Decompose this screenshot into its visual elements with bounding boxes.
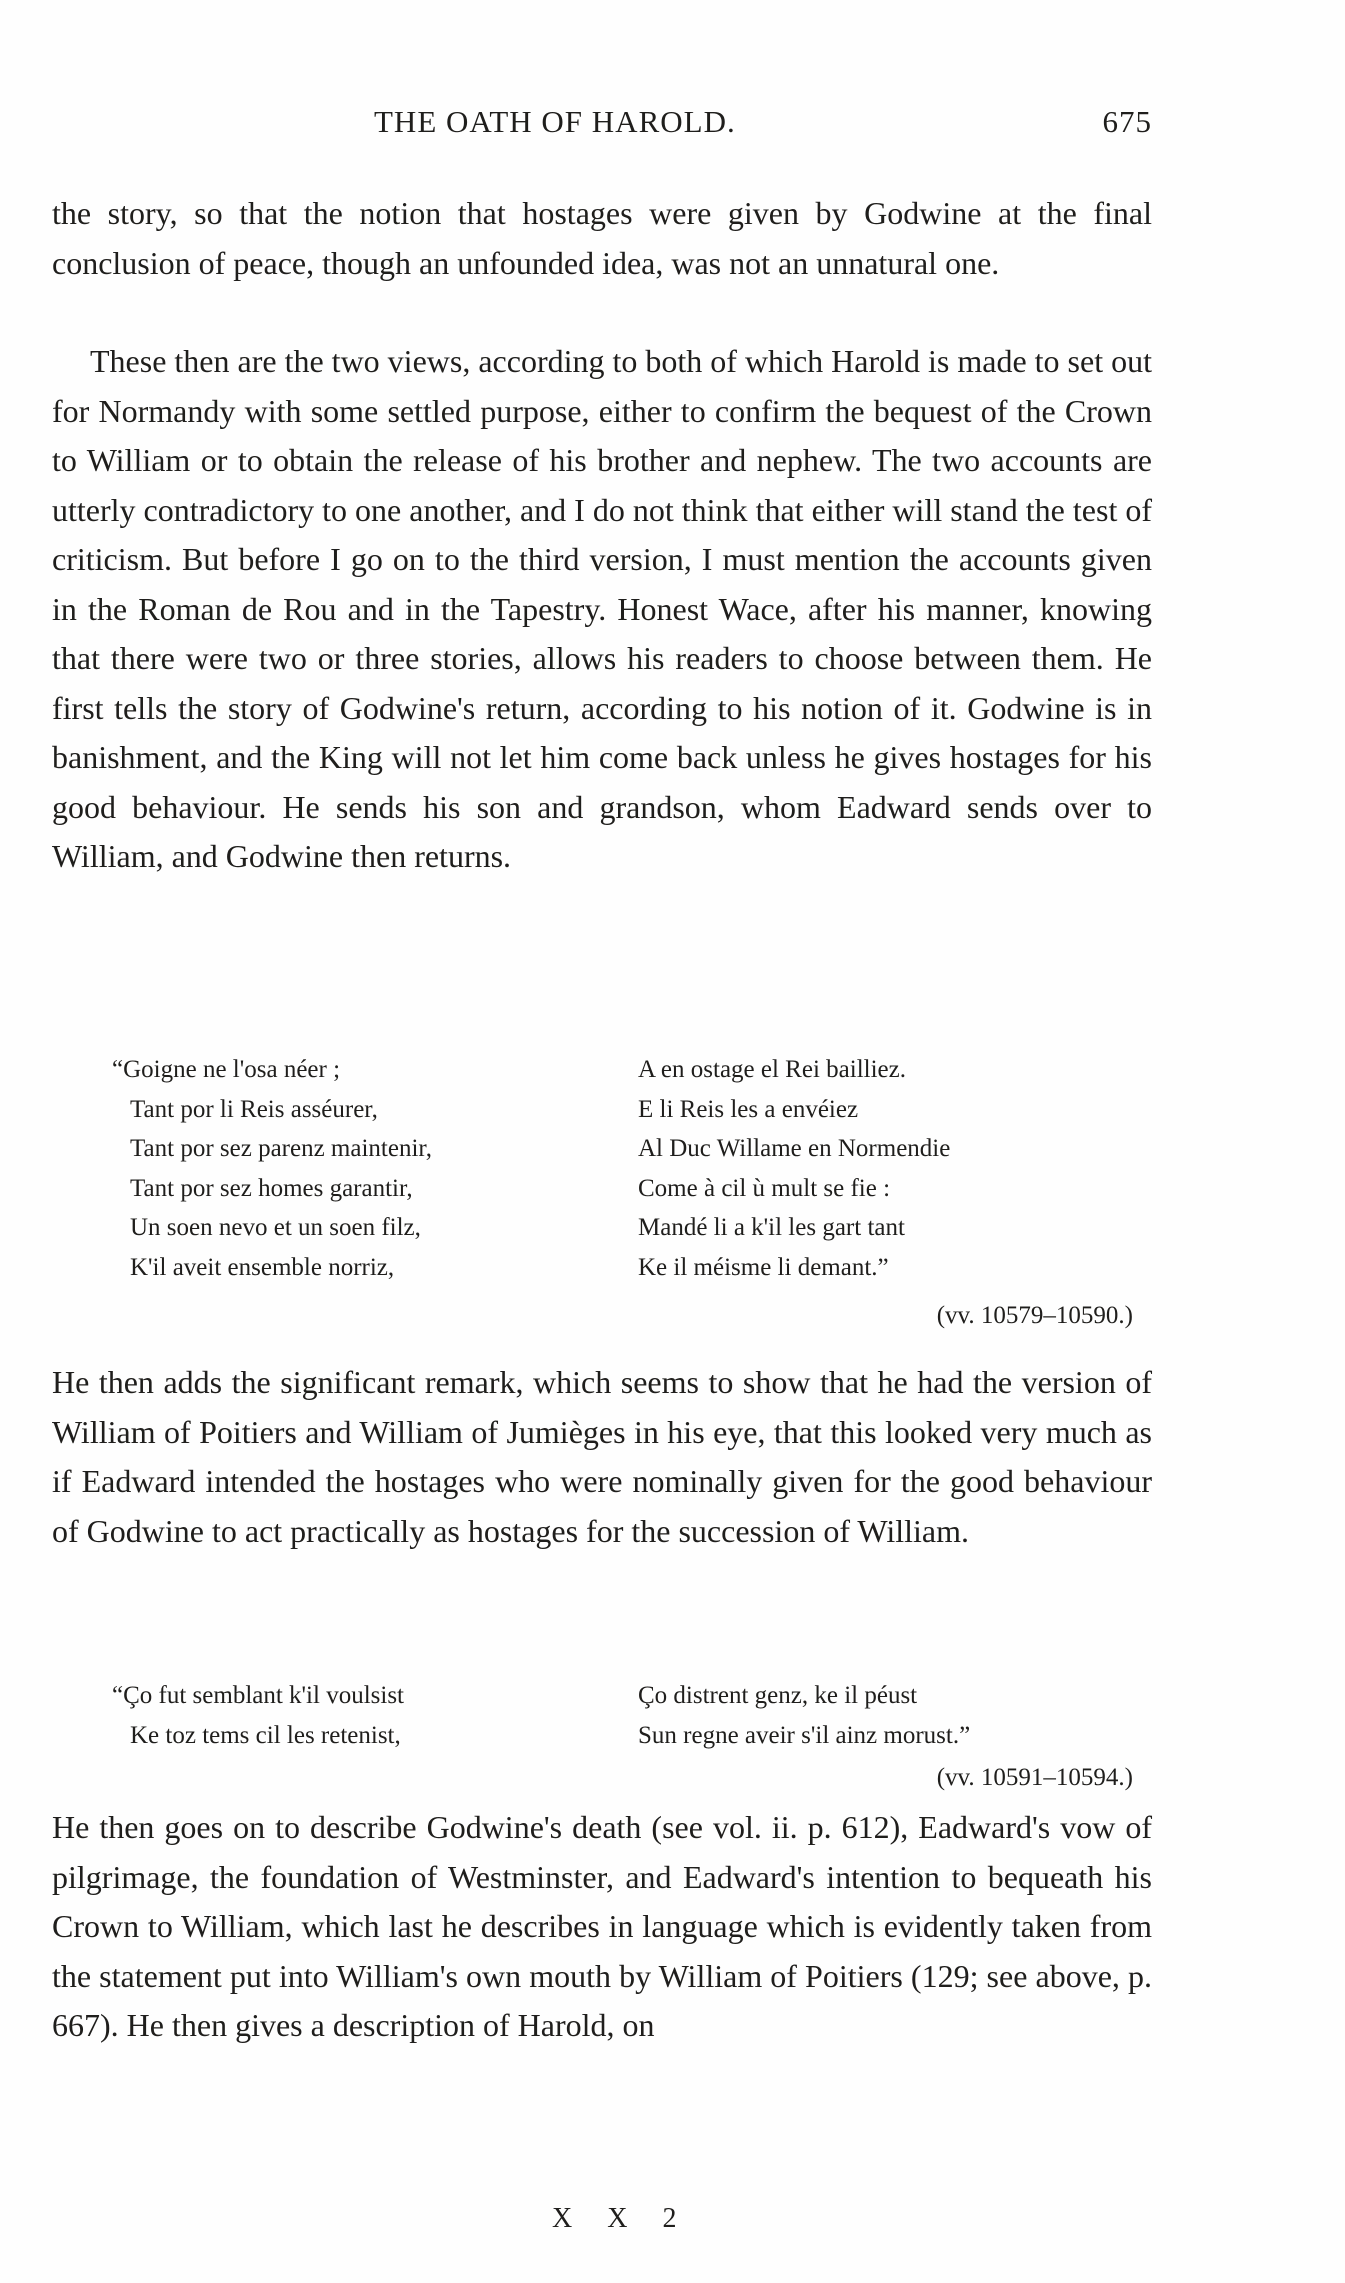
verse-line: Sun regne aveir s'il ainz morust.” [638, 1721, 971, 1749]
verse-1-reference: (vv. 10579–10590.) [936, 1302, 1133, 1329]
verse-line: E li Reis les a envéiez [638, 1095, 859, 1123]
verse-1-left-column [112, 1050, 432, 1287]
paragraph-godwine-death: He then goes on to describe Godwine's death (see vol. ii. p. 612), Eadward's vow of pilgrimage, the foundation of Westminster, and Eadward's intention to bequeath his Crown to William, which last he describes in language which is evidently taken from the statement put into William's own mouth by William of Poitiers (129; see above, p. 667). He then gives a description of Harold, on [52, 1809, 1152, 2043]
verse-line: Tant por sez homes garantir, [130, 1174, 413, 1202]
page-number: 675 [1102, 104, 1152, 139]
verse-quotation-2 [112, 1676, 1133, 1796]
verse-line: Tant por li Reis asséurer, [130, 1095, 378, 1123]
verse-line: A en ostage el Rei bailliez. [638, 1056, 906, 1083]
verse-2-reference: (vv. 10591–10594.) [936, 1764, 1133, 1791]
verse-line: Un soen nevo et un soen filz, [130, 1214, 421, 1241]
verse-line: Mandé li a k'il les gart tant [638, 1214, 905, 1241]
verse-line: “Goigne ne l'osa néer ; [112, 1056, 341, 1083]
verse-quotation-1 [112, 1050, 1133, 1340]
paragraph-continuation: the story, so that the notion that hostages were given by Godwine at the final conclusion of peace, though an unfounded idea, was not an unnatural one. [52, 195, 1152, 281]
verse-line: Come à cil ù mult se fie : [638, 1174, 891, 1202]
running-head [52, 104, 1152, 144]
verse-line: K'il aveit ensemble norriz, [130, 1253, 395, 1281]
paragraph-two-views: These then are the two views, according to both of which Harold is made to set out for Normandy with some settled purpose, either to confirm the bequest of the Crown to William or to obtain the release of his brother and nephew. The two accounts are utterly contradictory to one another, and I do not think that either will stand the test of criticism. But before I go on to the third version, I must mention the accounts given in the Roman de Rou and in the Tapestry. Honest Wace, after his manner, knowing that there were two or three stories, allows his readers to choose between them. He first tells the story of Godwine's return, according to his notion of it. Godwine is in banishment, and the King will not let him come back unless he gives hostages for his good behaviour. He sends his son and grandson, whom Eadward sends over to William, and Godwine then returns. [52, 343, 1152, 874]
verse-line: Al Duc Willame en Normendie [638, 1135, 951, 1162]
verse-2-left-column [112, 1676, 404, 1755]
verse-line: Ço distrent genz, ke il péust [638, 1682, 918, 1709]
verse-line: “Ço fut semblant k'il voulsist [112, 1682, 404, 1709]
verse-line: Tant por sez parenz maintenir, [130, 1135, 432, 1162]
paragraph-significant-remark: He then adds the significant remark, which seems to show that he had the version of William of Poitiers and William of Jumièges in his eye, that this looked very much as if Eadward intended the hostages who were nominally given for the good behaviour of Godwine to act practically as hostages for the succession of William. [52, 1364, 1152, 1549]
verse-2-right-column [638, 1676, 970, 1755]
verse-1-right-column [638, 1050, 950, 1287]
verse-line: Ke toz tems cil les retenist, [130, 1721, 401, 1749]
running-title: THE OATH OF HAROLD. [374, 104, 736, 139]
verse-line: Ke il méisme li demant.” [638, 1253, 889, 1281]
signature-mark: X X 2 [552, 2203, 691, 2234]
